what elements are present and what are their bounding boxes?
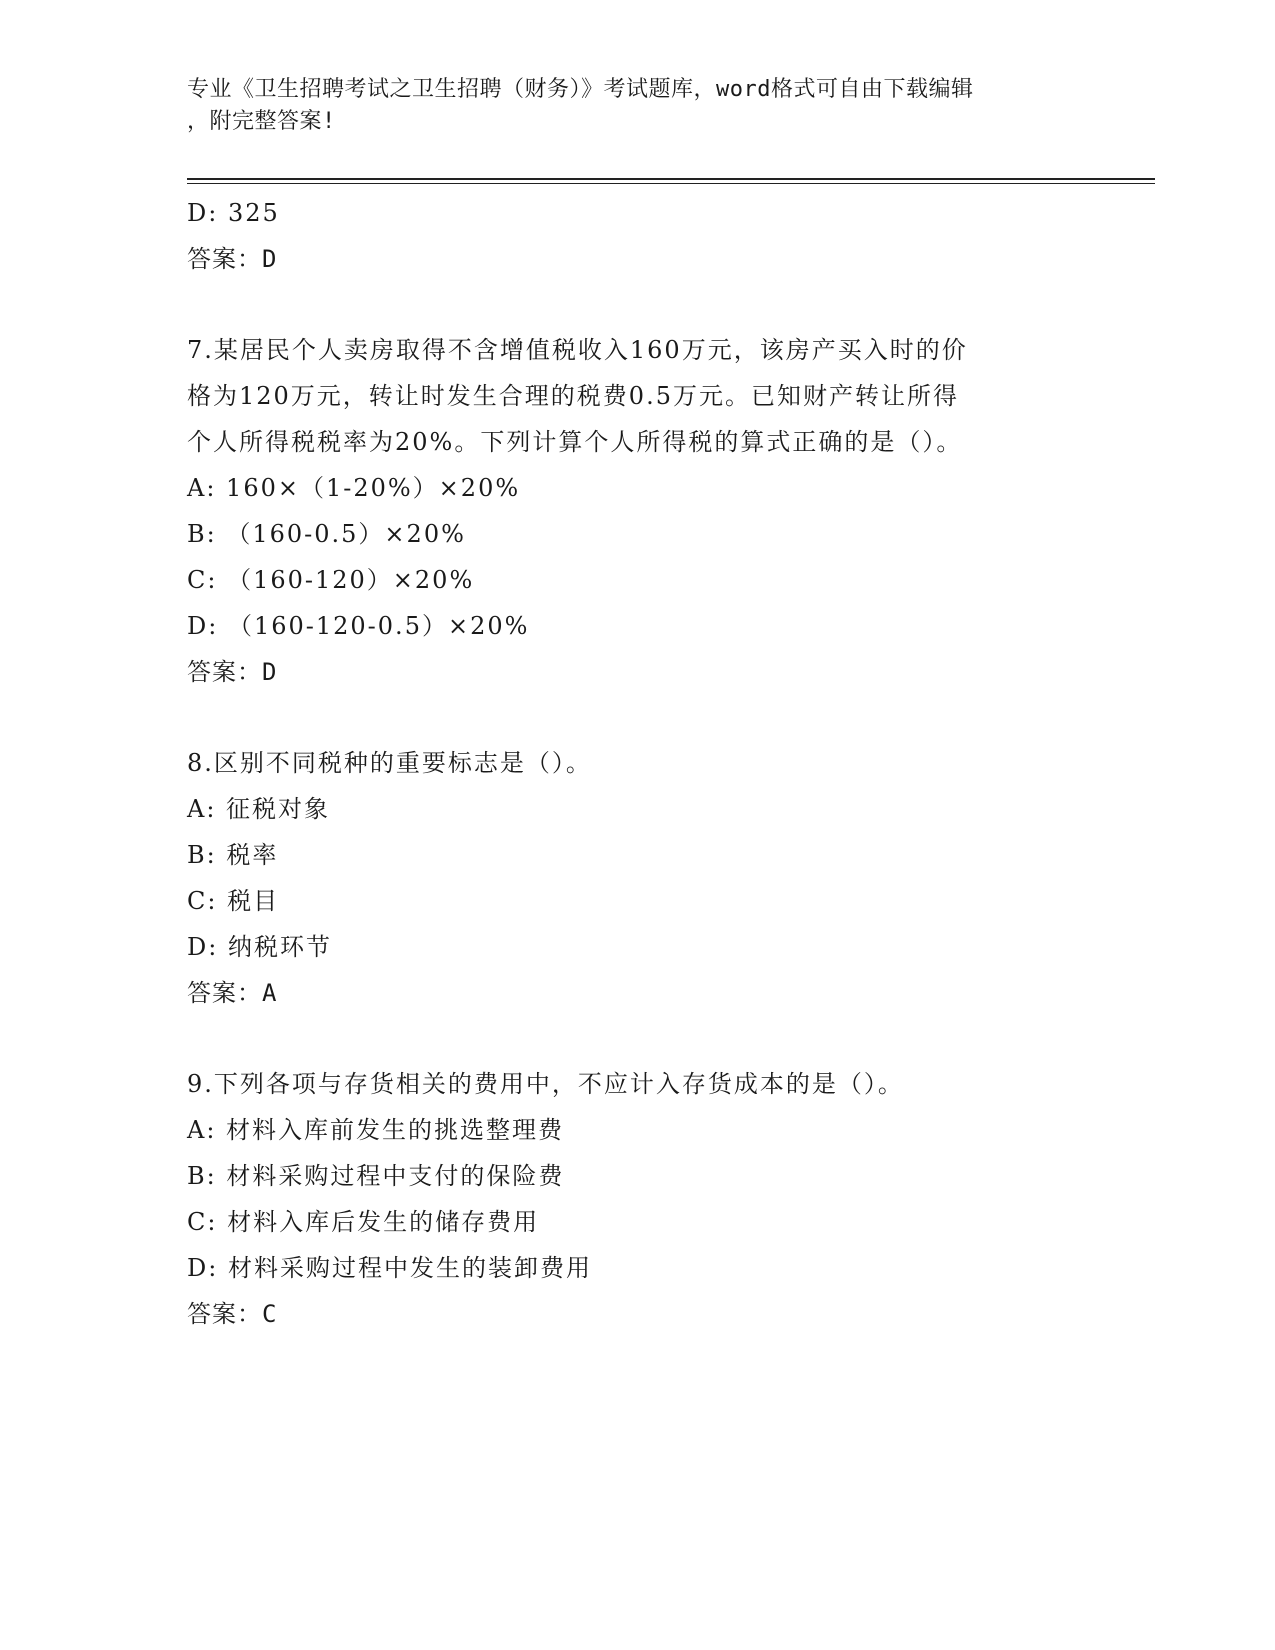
option-b: B: （160-0.5）×20% bbox=[187, 520, 466, 548]
header-rule-thick bbox=[187, 178, 1155, 180]
option-c: C: 材料入库后发生的储存费用 bbox=[187, 1208, 540, 1236]
question-list bbox=[187, 190, 1087, 1337]
answer: 答案：D bbox=[187, 658, 278, 686]
header-line-1: 专业《卫生招聘考试之卫生招聘（财务）》考试题库，word格式可自由下载编辑 bbox=[187, 77, 974, 102]
question-8 bbox=[187, 740, 1087, 1016]
header-line-2: ，附完整答案! bbox=[187, 109, 336, 134]
question-7 bbox=[187, 327, 1087, 695]
question-text: 格为120万元，转让时发生合理的税费0.5万元。已知财产转让所得 bbox=[187, 382, 959, 410]
answer: 答案：D bbox=[187, 245, 278, 273]
header-rule-thin bbox=[187, 183, 1155, 184]
answer: 答案：A bbox=[187, 979, 278, 1007]
question-text: 8.区别不同税种的重要标志是（）。 bbox=[187, 749, 592, 777]
option-d: D: 325 bbox=[187, 199, 280, 227]
option-b: B: 材料采购过程中支付的保险费 bbox=[187, 1162, 565, 1190]
answer: 答案：C bbox=[187, 1300, 278, 1328]
option-d: D: （160-120-0.5）×20% bbox=[187, 612, 530, 640]
option-d: D: 纳税环节 bbox=[187, 933, 332, 961]
question-text: 9.下列各项与存货相关的费用中，不应计入存货成本的是（）。 bbox=[187, 1070, 904, 1098]
question-text: 7.某居民个人卖房取得不含增值税收入160万元，该房产买入时的价 bbox=[187, 336, 968, 364]
option-b: B: 税率 bbox=[187, 841, 279, 869]
option-c: C: （160-120）×20% bbox=[187, 566, 475, 594]
previous-question-tail bbox=[187, 190, 1087, 282]
page-header bbox=[187, 74, 1067, 138]
option-a: A: 160×（1-20%）×20% bbox=[187, 474, 521, 502]
option-c: C: 税目 bbox=[187, 887, 280, 915]
option-d: D: 材料采购过程中发生的装卸费用 bbox=[187, 1254, 592, 1282]
question-9 bbox=[187, 1061, 1087, 1337]
option-a: A: 材料入库前发生的挑选整理费 bbox=[187, 1116, 565, 1144]
question-text: 个人所得税税率为20%。下列计算个人所得税的算式正确的是（）。 bbox=[187, 428, 963, 456]
option-a: A: 征税对象 bbox=[187, 795, 331, 823]
